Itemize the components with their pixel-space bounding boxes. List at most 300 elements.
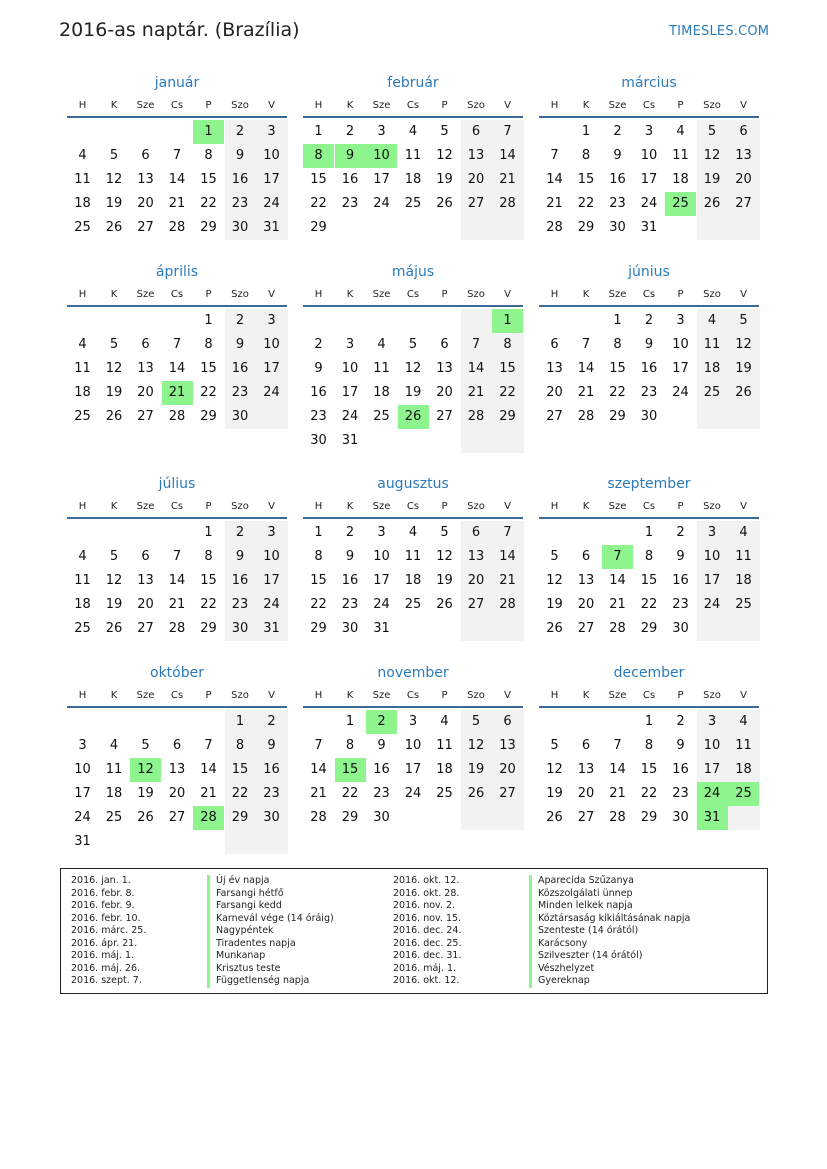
day-cell[interactable]: 26: [436, 597, 453, 612]
day-cell[interactable]: 12: [703, 148, 721, 163]
day-cell[interactable]: 26: [436, 196, 453, 211]
day-cell[interactable]: 6: [503, 714, 512, 729]
day-cell[interactable]: 13: [577, 573, 595, 588]
day-cell[interactable]: 1: [345, 714, 355, 729]
day-cell[interactable]: 29: [200, 220, 217, 235]
day-cell[interactable]: 7: [613, 738, 622, 753]
day-cell[interactable]: 19: [105, 385, 123, 400]
day-cell[interactable]: 19: [404, 385, 422, 400]
holiday-day-cell[interactable]: 7: [602, 545, 633, 569]
day-cell[interactable]: 24: [672, 385, 689, 400]
day-cell[interactable]: 17: [263, 573, 280, 588]
day-cell[interactable]: 4: [739, 525, 748, 540]
day-cell[interactable]: 20: [577, 597, 595, 612]
day-cell[interactable]: 13: [735, 148, 752, 163]
day-cell[interactable]: 25: [74, 220, 91, 235]
day-cell[interactable]: 12: [546, 573, 563, 588]
day-cell[interactable]: 11: [74, 361, 91, 376]
day-cell[interactable]: 10: [672, 337, 689, 352]
day-cell[interactable]: 29: [640, 810, 658, 825]
day-cell[interactable]: 31: [74, 834, 91, 849]
day-cell[interactable]: 4: [78, 337, 87, 352]
day-cell[interactable]: 8: [644, 549, 654, 564]
day-cell[interactable]: 7: [172, 148, 182, 163]
day-cell[interactable]: 14: [168, 172, 186, 187]
day-cell[interactable]: 24: [263, 385, 280, 400]
day-cell[interactable]: 12: [436, 148, 453, 163]
day-cell[interactable]: 1: [613, 313, 622, 328]
day-cell[interactable]: 2: [644, 313, 654, 328]
day-cell[interactable]: 24: [74, 810, 91, 825]
day-cell[interactable]: 1: [314, 525, 323, 540]
day-cell[interactable]: 4: [408, 525, 418, 540]
day-cell[interactable]: 6: [739, 124, 748, 139]
day-cell[interactable]: 1: [644, 714, 654, 729]
day-cell[interactable]: 26: [105, 220, 123, 235]
day-cell[interactable]: 27: [137, 220, 154, 235]
day-cell[interactable]: 18: [703, 361, 721, 376]
day-cell[interactable]: 17: [640, 172, 658, 187]
day-cell[interactable]: 1: [314, 124, 323, 139]
day-cell[interactable]: 14: [200, 762, 217, 777]
day-cell[interactable]: 23: [231, 597, 249, 612]
day-cell[interactable]: 11: [373, 361, 390, 376]
day-cell[interactable]: 22: [310, 597, 327, 612]
day-cell[interactable]: 9: [676, 738, 685, 753]
day-cell[interactable]: 16: [231, 172, 249, 187]
day-cell[interactable]: 15: [200, 172, 217, 187]
day-cell[interactable]: 22: [577, 196, 595, 211]
holiday-day-cell[interactable]: 26: [398, 405, 429, 429]
day-cell[interactable]: 5: [109, 148, 119, 163]
day-cell[interactable]: 25: [436, 786, 453, 801]
day-cell[interactable]: 29: [200, 409, 217, 424]
day-cell[interactable]: 31: [341, 433, 359, 448]
day-cell[interactable]: 13: [436, 361, 453, 376]
day-cell[interactable]: 5: [109, 337, 119, 352]
day-cell[interactable]: 16: [640, 361, 658, 376]
day-cell[interactable]: 18: [105, 786, 123, 801]
day-cell[interactable]: 11: [74, 172, 91, 187]
day-cell[interactable]: 13: [137, 172, 154, 187]
day-cell[interactable]: 4: [676, 124, 685, 139]
day-cell[interactable]: 22: [341, 786, 359, 801]
day-cell[interactable]: 23: [341, 196, 359, 211]
day-cell[interactable]: 6: [141, 549, 150, 564]
day-cell[interactable]: 14: [609, 573, 626, 588]
day-cell[interactable]: 15: [499, 361, 516, 376]
day-cell[interactable]: 19: [546, 786, 563, 801]
day-cell[interactable]: 11: [735, 549, 752, 564]
day-cell[interactable]: 28: [168, 409, 186, 424]
day-cell[interactable]: 11: [404, 148, 422, 163]
day-cell[interactable]: 21: [467, 385, 485, 400]
day-cell[interactable]: 30: [640, 409, 658, 424]
day-cell[interactable]: 3: [707, 714, 717, 729]
day-cell[interactable]: 27: [467, 196, 485, 211]
day-cell[interactable]: 15: [310, 172, 327, 187]
day-cell[interactable]: 21: [609, 786, 626, 801]
day-cell[interactable]: 21: [310, 786, 327, 801]
day-cell[interactable]: 16: [672, 762, 689, 777]
day-cell[interactable]: 7: [471, 337, 481, 352]
day-cell[interactable]: 20: [546, 385, 563, 400]
day-cell[interactable]: 18: [735, 762, 752, 777]
day-cell[interactable]: 8: [235, 738, 245, 753]
day-cell[interactable]: 8: [314, 549, 323, 564]
day-cell[interactable]: 30: [609, 220, 626, 235]
day-cell[interactable]: 26: [467, 786, 485, 801]
day-cell[interactable]: 27: [436, 409, 453, 424]
day-cell[interactable]: 10: [341, 361, 359, 376]
day-cell[interactable]: 7: [172, 549, 182, 564]
day-cell[interactable]: 26: [105, 409, 123, 424]
day-cell[interactable]: 29: [499, 409, 516, 424]
day-cell[interactable]: 16: [231, 573, 249, 588]
day-cell[interactable]: 23: [640, 385, 658, 400]
day-cell[interactable]: 12: [105, 573, 123, 588]
day-cell[interactable]: 14: [577, 361, 595, 376]
day-cell[interactable]: 16: [231, 361, 249, 376]
day-cell[interactable]: 4: [408, 124, 418, 139]
day-cell[interactable]: 15: [310, 573, 327, 588]
day-cell[interactable]: 30: [231, 220, 249, 235]
day-cell[interactable]: 11: [672, 148, 689, 163]
day-cell[interactable]: 26: [735, 385, 752, 400]
day-cell[interactable]: 13: [467, 549, 485, 564]
day-cell[interactable]: 30: [373, 810, 390, 825]
day-cell[interactable]: 28: [310, 810, 327, 825]
day-cell[interactable]: 5: [109, 549, 119, 564]
day-cell[interactable]: 22: [200, 597, 217, 612]
day-cell[interactable]: 19: [105, 597, 123, 612]
holiday-day-cell[interactable]: 12: [130, 758, 161, 782]
day-cell[interactable]: 16: [341, 573, 359, 588]
day-cell[interactable]: 5: [440, 525, 449, 540]
day-cell[interactable]: 29: [341, 810, 359, 825]
day-cell[interactable]: 18: [672, 172, 689, 187]
day-cell[interactable]: 5: [471, 714, 481, 729]
day-cell[interactable]: 10: [263, 549, 280, 564]
day-cell[interactable]: 12: [105, 361, 123, 376]
day-cell[interactable]: 21: [168, 597, 186, 612]
day-cell[interactable]: 18: [373, 385, 390, 400]
day-cell[interactable]: 26: [703, 196, 721, 211]
day-cell[interactable]: 13: [137, 573, 154, 588]
day-cell[interactable]: 24: [703, 597, 721, 612]
day-cell[interactable]: 13: [546, 361, 563, 376]
day-cell[interactable]: 17: [672, 361, 689, 376]
day-cell[interactable]: 22: [609, 385, 626, 400]
day-cell[interactable]: 22: [310, 196, 327, 211]
day-cell[interactable]: 22: [499, 385, 516, 400]
day-cell[interactable]: 14: [609, 762, 626, 777]
day-cell[interactable]: 21: [168, 196, 186, 211]
day-cell[interactable]: 8: [204, 337, 213, 352]
day-cell[interactable]: 17: [373, 573, 390, 588]
day-cell[interactable]: 29: [609, 409, 626, 424]
day-cell[interactable]: 4: [707, 313, 717, 328]
day-cell[interactable]: 8: [581, 148, 591, 163]
day-cell[interactable]: 24: [373, 597, 390, 612]
day-cell[interactable]: 19: [546, 597, 563, 612]
day-cell[interactable]: 15: [200, 573, 217, 588]
day-cell[interactable]: 9: [676, 549, 685, 564]
day-cell[interactable]: 29: [310, 220, 327, 235]
day-cell[interactable]: 22: [640, 786, 658, 801]
day-cell[interactable]: 28: [546, 220, 563, 235]
day-cell[interactable]: 27: [467, 597, 485, 612]
day-cell[interactable]: 23: [373, 786, 390, 801]
day-cell[interactable]: 11: [436, 738, 453, 753]
day-cell[interactable]: 19: [436, 172, 453, 187]
day-cell[interactable]: 11: [74, 573, 91, 588]
day-cell[interactable]: 25: [373, 409, 390, 424]
holiday-day-cell[interactable]: 1: [193, 120, 224, 144]
day-cell[interactable]: 5: [550, 738, 559, 753]
holiday-day-cell[interactable]: 10: [366, 144, 397, 168]
day-cell[interactable]: 3: [408, 714, 418, 729]
day-cell[interactable]: 23: [672, 786, 689, 801]
day-cell[interactable]: 6: [172, 738, 182, 753]
day-cell[interactable]: 30: [263, 810, 280, 825]
day-cell[interactable]: 9: [235, 337, 245, 352]
day-cell[interactable]: 20: [137, 597, 154, 612]
day-cell[interactable]: 3: [676, 313, 685, 328]
day-cell[interactable]: 2: [235, 525, 245, 540]
day-cell[interactable]: 20: [577, 786, 595, 801]
day-cell[interactable]: 30: [310, 433, 327, 448]
day-cell[interactable]: 13: [499, 738, 516, 753]
day-cell[interactable]: 3: [267, 313, 276, 328]
day-cell[interactable]: 24: [263, 597, 280, 612]
day-cell[interactable]: 18: [404, 573, 422, 588]
day-cell[interactable]: 30: [231, 409, 249, 424]
day-cell[interactable]: 9: [644, 337, 654, 352]
day-cell[interactable]: 15: [609, 361, 626, 376]
day-cell[interactable]: 23: [672, 597, 689, 612]
day-cell[interactable]: 29: [577, 220, 595, 235]
day-cell[interactable]: 31: [263, 220, 280, 235]
day-cell[interactable]: 8: [644, 738, 654, 753]
day-cell[interactable]: 4: [440, 714, 449, 729]
day-cell[interactable]: 18: [735, 573, 752, 588]
day-cell[interactable]: 28: [499, 597, 516, 612]
day-cell[interactable]: 3: [377, 525, 386, 540]
day-cell[interactable]: 24: [404, 786, 422, 801]
day-cell[interactable]: 28: [168, 220, 186, 235]
day-cell[interactable]: 30: [672, 621, 689, 636]
day-cell[interactable]: 1: [581, 124, 591, 139]
day-cell[interactable]: 2: [676, 525, 685, 540]
day-cell[interactable]: 20: [168, 786, 186, 801]
day-cell[interactable]: 10: [703, 549, 721, 564]
day-cell[interactable]: 14: [546, 172, 563, 187]
day-cell[interactable]: 26: [105, 621, 123, 636]
day-cell[interactable]: 19: [137, 786, 154, 801]
day-cell[interactable]: 10: [263, 337, 280, 352]
day-cell[interactable]: 20: [436, 385, 453, 400]
day-cell[interactable]: 1: [204, 313, 213, 328]
day-cell[interactable]: 27: [137, 409, 154, 424]
day-cell[interactable]: 14: [168, 361, 186, 376]
day-cell[interactable]: 14: [310, 762, 327, 777]
day-cell[interactable]: 19: [735, 361, 752, 376]
day-cell[interactable]: 28: [609, 810, 626, 825]
day-cell[interactable]: 17: [373, 172, 390, 187]
day-cell[interactable]: 14: [168, 573, 186, 588]
day-cell[interactable]: 31: [263, 621, 280, 636]
day-cell[interactable]: 6: [440, 337, 449, 352]
day-cell[interactable]: 9: [235, 549, 245, 564]
day-cell[interactable]: 5: [707, 124, 717, 139]
day-cell[interactable]: 8: [345, 738, 355, 753]
holiday-day-cell[interactable]: 1: [492, 309, 523, 333]
day-cell[interactable]: 4: [377, 337, 386, 352]
day-cell[interactable]: 16: [373, 762, 390, 777]
day-cell[interactable]: 7: [204, 738, 213, 753]
day-cell[interactable]: 11: [105, 762, 123, 777]
day-cell[interactable]: 17: [404, 762, 422, 777]
day-cell[interactable]: 6: [141, 337, 150, 352]
day-cell[interactable]: 20: [467, 172, 485, 187]
day-cell[interactable]: 15: [640, 573, 658, 588]
day-cell[interactable]: 5: [408, 337, 418, 352]
day-cell[interactable]: 11: [735, 738, 752, 753]
day-cell[interactable]: 2: [314, 337, 323, 352]
day-cell[interactable]: 27: [577, 621, 595, 636]
day-cell[interactable]: 19: [105, 196, 123, 211]
day-cell[interactable]: 21: [546, 196, 563, 211]
day-cell[interactable]: 6: [471, 124, 481, 139]
holiday-day-cell[interactable]: 28: [193, 806, 224, 830]
day-cell[interactable]: 26: [546, 810, 563, 825]
day-cell[interactable]: 16: [263, 762, 280, 777]
day-cell[interactable]: 17: [74, 786, 91, 801]
day-cell[interactable]: 4: [78, 549, 87, 564]
day-cell[interactable]: 1: [644, 525, 654, 540]
day-cell[interactable]: 18: [436, 762, 453, 777]
day-cell[interactable]: 6: [471, 525, 481, 540]
day-cell[interactable]: 24: [263, 196, 280, 211]
day-cell[interactable]: 30: [341, 621, 359, 636]
day-cell[interactable]: 13: [137, 361, 154, 376]
day-cell[interactable]: 24: [341, 409, 359, 424]
day-cell[interactable]: 27: [735, 196, 752, 211]
day-cell[interactable]: 23: [609, 196, 626, 211]
day-cell[interactable]: 15: [577, 172, 595, 187]
day-cell[interactable]: 14: [467, 361, 485, 376]
day-cell[interactable]: 18: [74, 597, 91, 612]
day-cell[interactable]: 25: [74, 621, 91, 636]
day-cell[interactable]: 7: [314, 738, 323, 753]
day-cell[interactable]: 8: [204, 549, 213, 564]
day-cell[interactable]: 23: [263, 786, 280, 801]
day-cell[interactable]: 29: [200, 621, 217, 636]
day-cell[interactable]: 6: [550, 337, 559, 352]
day-cell[interactable]: 25: [404, 597, 422, 612]
day-cell[interactable]: 10: [373, 549, 390, 564]
day-cell[interactable]: 24: [373, 196, 390, 211]
day-cell[interactable]: 5: [739, 313, 748, 328]
holiday-day-cell[interactable]: 31: [697, 806, 728, 830]
day-cell[interactable]: 4: [109, 738, 119, 753]
day-cell[interactable]: 23: [231, 385, 249, 400]
day-cell[interactable]: 17: [703, 573, 721, 588]
day-cell[interactable]: 9: [235, 148, 245, 163]
day-cell[interactable]: 29: [310, 621, 327, 636]
day-cell[interactable]: 9: [314, 361, 323, 376]
day-cell[interactable]: 12: [404, 361, 422, 376]
holiday-day-cell[interactable]: 25: [665, 192, 696, 216]
day-cell[interactable]: 16: [609, 172, 626, 187]
day-cell[interactable]: 7: [550, 148, 559, 163]
day-cell[interactable]: 2: [267, 714, 276, 729]
day-cell[interactable]: 2: [345, 124, 355, 139]
day-cell[interactable]: 6: [141, 148, 150, 163]
day-cell[interactable]: 27: [168, 810, 186, 825]
holiday-day-cell[interactable]: 15: [335, 758, 366, 782]
day-cell[interactable]: 9: [267, 738, 276, 753]
day-cell[interactable]: 12: [105, 172, 123, 187]
day-cell[interactable]: 17: [703, 762, 721, 777]
day-cell[interactable]: 3: [267, 525, 276, 540]
day-cell[interactable]: 5: [141, 738, 150, 753]
day-cell[interactable]: 10: [263, 148, 280, 163]
day-cell[interactable]: 25: [735, 597, 752, 612]
day-cell[interactable]: 10: [74, 762, 91, 777]
day-cell[interactable]: 7: [503, 124, 512, 139]
day-cell[interactable]: 19: [436, 573, 453, 588]
day-cell[interactable]: 25: [105, 810, 123, 825]
day-cell[interactable]: 22: [640, 597, 658, 612]
day-cell[interactable]: 15: [200, 361, 217, 376]
day-cell[interactable]: 18: [74, 196, 91, 211]
day-cell[interactable]: 14: [499, 549, 516, 564]
holiday-day-cell[interactable]: 25: [728, 782, 759, 806]
day-cell[interactable]: 19: [703, 172, 721, 187]
day-cell[interactable]: 21: [609, 597, 626, 612]
day-cell[interactable]: 27: [577, 810, 595, 825]
day-cell[interactable]: 13: [168, 762, 186, 777]
day-cell[interactable]: 1: [204, 525, 213, 540]
day-cell[interactable]: 26: [546, 621, 563, 636]
day-cell[interactable]: 23: [231, 196, 249, 211]
day-cell[interactable]: 10: [640, 148, 658, 163]
day-cell[interactable]: 29: [231, 810, 249, 825]
day-cell[interactable]: 14: [499, 148, 516, 163]
day-cell[interactable]: 30: [231, 621, 249, 636]
day-cell[interactable]: 26: [137, 810, 154, 825]
day-cell[interactable]: 7: [503, 525, 512, 540]
day-cell[interactable]: 2: [613, 124, 622, 139]
day-cell[interactable]: 18: [74, 385, 91, 400]
day-cell[interactable]: 5: [440, 124, 449, 139]
day-cell[interactable]: 28: [609, 621, 626, 636]
day-cell[interactable]: 25: [404, 196, 422, 211]
day-cell[interactable]: 21: [499, 172, 516, 187]
day-cell[interactable]: 5: [550, 549, 559, 564]
brand-link[interactable]: TIMESLES.COM: [669, 24, 770, 39]
day-cell[interactable]: 9: [613, 148, 622, 163]
day-cell[interactable]: 22: [200, 196, 217, 211]
day-cell[interactable]: 3: [345, 337, 355, 352]
day-cell[interactable]: 11: [404, 549, 422, 564]
day-cell[interactable]: 3: [267, 124, 276, 139]
day-cell[interactable]: 20: [467, 573, 485, 588]
day-cell[interactable]: 30: [672, 810, 689, 825]
day-cell[interactable]: 17: [263, 172, 280, 187]
